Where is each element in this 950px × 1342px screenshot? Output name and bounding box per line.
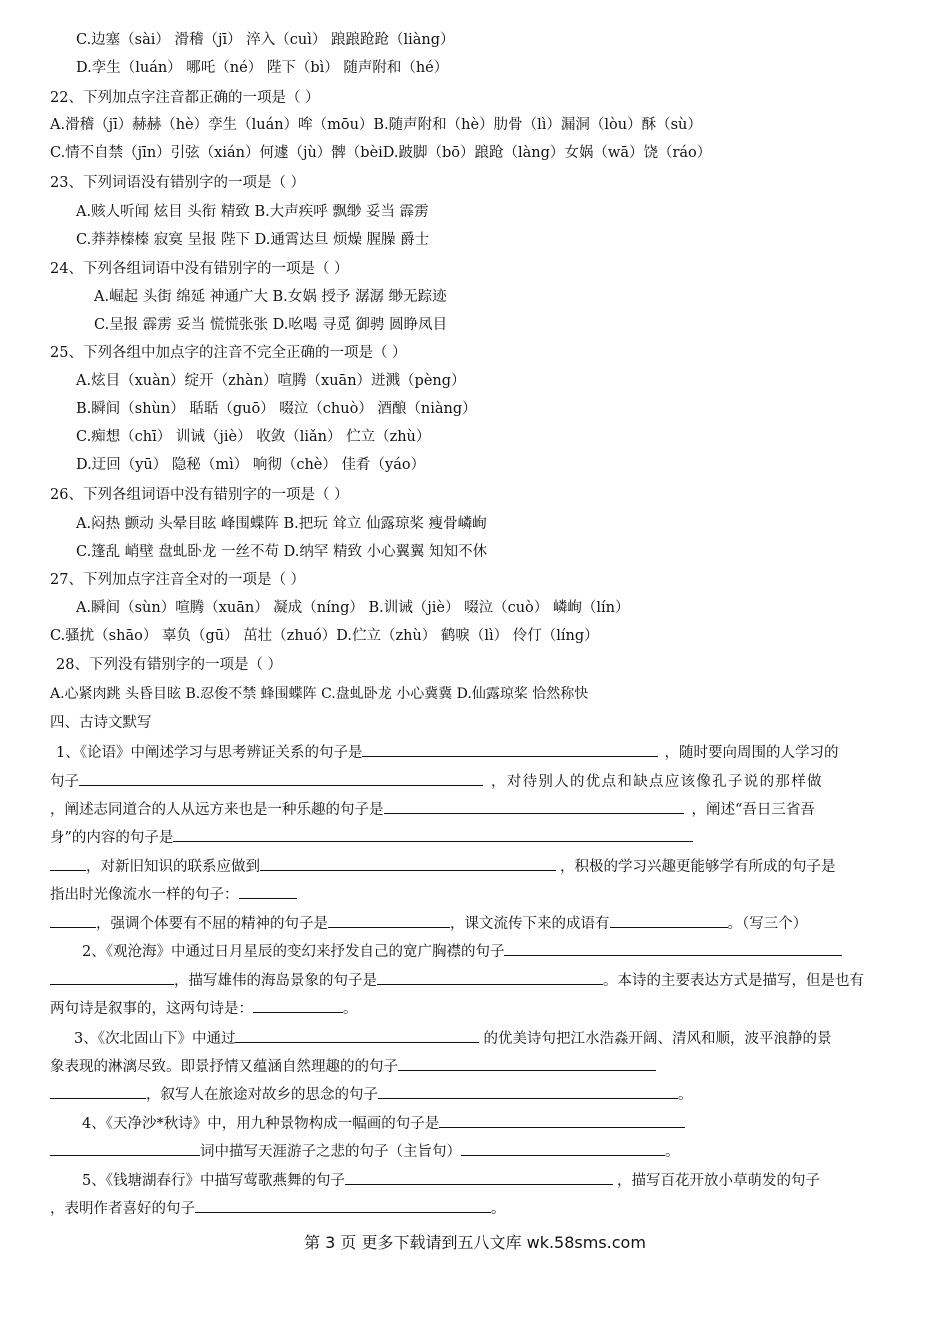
poem-q2-line1 — [82, 940, 842, 962]
option-ab-q24: A.崛起 头街 绵延 神通广大 B.女娲 授予 潺潺 缈无踪迹 — [94, 289, 447, 305]
poem-q5-line2 — [50, 1197, 506, 1219]
answer-blank[interactable] — [79, 770, 483, 786]
answer-blank[interactable] — [439, 1112, 685, 1128]
poem-q1-line3 — [50, 798, 815, 820]
answer-blank[interactable] — [260, 855, 556, 871]
option-ab-q23: A.赅人听闻 炫目 头衔 精致 B.大声疾呼 飘缈 妥当 霹雳 — [76, 204, 429, 220]
poem-q4-text-b: 词中描写天涯游子之悲的句子（主旨句） — [200, 1144, 461, 1160]
answer-blank[interactable] — [173, 826, 693, 842]
answer-blank[interactable] — [384, 798, 684, 814]
poem-q1-text-g: 身”的内容的句子是 — [50, 830, 174, 846]
answer-blank[interactable] — [504, 940, 842, 956]
poem-q2-text-e: 。 — [343, 1001, 358, 1017]
poem-q3-text-b: 的优美诗句把江水浩淼开阔、清风和顺，波平浪静的景 — [483, 1031, 832, 1047]
option-ab-q26: A.闷热 颤动 头晕目眩 峰围蝶阵 B.把玩 耸立 仙露琼桨 瘦骨嶙峋 — [76, 516, 487, 532]
poem-q4-text-a: 4、《天净沙*秋诗》中，用九种景物构成一幅画的句子是 — [82, 1116, 440, 1132]
option-c-q25: C.痴想（chī） 训诫（jiè） 收敛（liǎn） 伫立（zhù） — [76, 429, 431, 445]
question-22: 22、下列加点字注音都正确的一项是（ ） — [50, 90, 320, 106]
poem-q1-text-b: ，随时要向周围的人学习的 — [664, 745, 839, 761]
option-cd-q26: C.篷乱 峭壁 盘虬卧龙 一丝不苟 D.纳罕 精致 小心翼翼 知知不休 — [76, 544, 488, 560]
poem-q5-text-a: 5、《钱塘湖春行》中描写莺歌燕舞的句子 — [82, 1173, 345, 1189]
poem-q1-text-a: 1、《论语》中阐述学习与思考辨证关系的句子是 — [56, 745, 363, 761]
poem-q5-text-c: ，表明作者喜好的句子 — [50, 1201, 195, 1217]
poem-q1-text-d: ，对待别人的优点和缺点应该像孔子说的那样做 — [491, 774, 823, 790]
answer-blank[interactable] — [377, 969, 603, 985]
answer-blank[interactable] — [398, 1055, 656, 1071]
poem-q1-text-h: ，对新旧知识的联系应做到 — [86, 859, 260, 875]
question-28: 28、下列没有错别字的一项是（ ） — [56, 657, 283, 673]
options-q28: A.心紧肉跳 头昏目眩 B.忍俊不禁 蜂围蝶阵 C.盘虬卧龙 小心冀冀 D.仙露琼桨 恰然称快 — [50, 686, 589, 702]
poem-q4-line1 — [82, 1112, 685, 1134]
poem-q1-line5 — [50, 855, 836, 877]
option-c-q21: C.边塞（sài） 滑稽（jī） 淬入（cuì） 踉踉跄跄（liàng） — [76, 32, 455, 48]
answer-blank[interactable] — [253, 997, 343, 1013]
poem-q5-line1 — [82, 1169, 820, 1191]
poem-q2-text-a: 2、《观沧海》中通过日月星辰的变幻来抒发自己的宽广胸襟的句子 — [82, 944, 505, 960]
question-23: 23、下列词语没有错别字的一项是（ ） — [50, 175, 306, 191]
option-cd-q23: C.莽莽榛榛 寂寞 呈报 陛下 D.通霄达旦 烦燥 腥臊 爵士 — [76, 232, 430, 248]
page-footer: 第 3 页 更多下载请到五八文库 wk.58sms.com — [304, 1233, 646, 1252]
answer-blank[interactable] — [239, 883, 297, 899]
question-24: 24、下列各组词语中没有错别字的一项是（ ） — [50, 261, 349, 277]
option-b-q25: B.瞬间（shùn） 聒聒（guō） 啜泣（chuò） 酒酿（niàng） — [76, 401, 477, 417]
option-cd-q24: C.呈报 霹雳 妥当 慌慌张张 D.吆喝 寻觅 御骋 圆睁凤目 — [94, 317, 448, 333]
option-d-q25: D.迂回（yū） 隐秘（mì） 响彻（chè） 佳肴（yáo） — [76, 457, 426, 473]
poem-q1-line4 — [50, 826, 693, 848]
question-26: 26、下列各组词语中没有错别字的一项是（ ） — [50, 487, 349, 503]
poem-q1-text-m: 。（写三个） — [727, 916, 808, 932]
answer-blank[interactable] — [235, 1027, 479, 1043]
poem-q3-line2 — [50, 1055, 656, 1077]
option-ab-q22: A.滑稽（jī）赫赫（hè）孪生（luán）哞（mōu）B.随声附和（hè）肋骨（lì）漏洞（lòu）酥（sù） — [50, 117, 702, 133]
answer-blank[interactable] — [50, 912, 96, 928]
option-d-q21: D.孪生（luán） 哪吒（né） 陛下（bì） 随声附和（hé） — [76, 60, 449, 76]
question-25: 25、下列各组中加点字的注音不完全正确的一项是（ ） — [50, 345, 407, 361]
poem-q1-line2 — [50, 770, 823, 792]
poem-q1-text-j: 指出时光像流水一样的句子： — [50, 887, 239, 903]
poem-q5-text-d: 。 — [491, 1201, 506, 1217]
poem-q1-text-i: ，积极的学习兴趣更能够学有所成的句子是 — [560, 859, 836, 875]
poem-q3-line3 — [50, 1083, 693, 1105]
poem-q3-text-e: 。 — [678, 1087, 693, 1103]
poem-q4-text-c: 。 — [665, 1144, 680, 1160]
poem-q1-text-e: ，阐述志同道合的人从远方来也是一种乐趣的句子是 — [50, 802, 384, 818]
poem-q1-line1 — [56, 741, 838, 763]
answer-blank[interactable] — [50, 855, 86, 871]
poem-q2-line2 — [50, 969, 864, 991]
question-27: 27、下列加点字注音全对的一项是（ ） — [50, 572, 306, 588]
answer-blank[interactable] — [195, 1197, 491, 1213]
poem-q4-line2 — [50, 1140, 680, 1162]
poem-q3-text-a: 3、《次北固山下》中通过 — [74, 1031, 236, 1047]
poem-q1-text-k: ，强调个体要有不屈的精神的句子是 — [96, 916, 328, 932]
poem-q2-line3 — [50, 997, 358, 1019]
answer-blank[interactable] — [50, 969, 174, 985]
poem-q1-text-f: ，阐述“吾日三省吾 — [691, 802, 815, 818]
poem-q3-text-d: ，叙写人在旅途对故乡的思念的句子 — [146, 1087, 378, 1103]
poem-q3-text-c: 象表现的淋漓尽致。即景抒情又蕴涵自然理趣的的句子 — [50, 1059, 398, 1075]
poem-q2-text-d: 两句诗是叙事的，这两句诗是： — [50, 1001, 253, 1017]
poem-q1-text-l: ，课文流传下来的成语有 — [450, 916, 610, 932]
option-cd-q27: C.骚扰（shāo） 辜负（gū） 茁壮（zhuó）D.伫立（zhù） 鹤唳（lì） 伶仃（líng） — [50, 628, 599, 644]
answer-blank[interactable] — [461, 1140, 665, 1156]
option-ab-q27: A.瞬间（sùn）喧腾（xuān） 凝成（níng） B.训诫（jiè） 啜泣（cuò） 嶙峋（lín） — [76, 600, 630, 616]
section-4-heading: 四、古诗文默写 — [50, 715, 152, 731]
poem-q3-line1 — [74, 1027, 831, 1049]
option-cd-q22: C.情不自禁（jīn）引弦（xián）何遽（jù）髀（bèiD.跛脚（bō）踉跄（làng）女娲（wā）饶（ráo） — [50, 145, 712, 161]
answer-blank[interactable] — [50, 1083, 146, 1099]
answer-blank[interactable] — [362, 741, 658, 757]
poem-q2-text-b: ，描写雄伟的海岛景象的句子是 — [174, 973, 377, 989]
answer-blank[interactable] — [50, 1140, 200, 1156]
poem-q1-line6 — [50, 883, 297, 905]
poem-q2-text-c: 。本诗的主要表达方式是描写，但是也有 — [603, 973, 864, 989]
poem-q5-text-b: ，描写百花开放小草萌发的句子 — [616, 1173, 820, 1189]
option-a-q25: A.炫目（xuàn）绽开（zhàn）喧腾（xuān）迸溅（pèng） — [76, 373, 466, 389]
answer-blank[interactable] — [610, 912, 728, 928]
answer-blank[interactable] — [328, 912, 450, 928]
poem-q1-text-c: 句子 — [50, 774, 79, 790]
poem-q1-line7 — [50, 912, 807, 934]
answer-blank[interactable] — [345, 1169, 613, 1185]
answer-blank[interactable] — [378, 1083, 678, 1099]
